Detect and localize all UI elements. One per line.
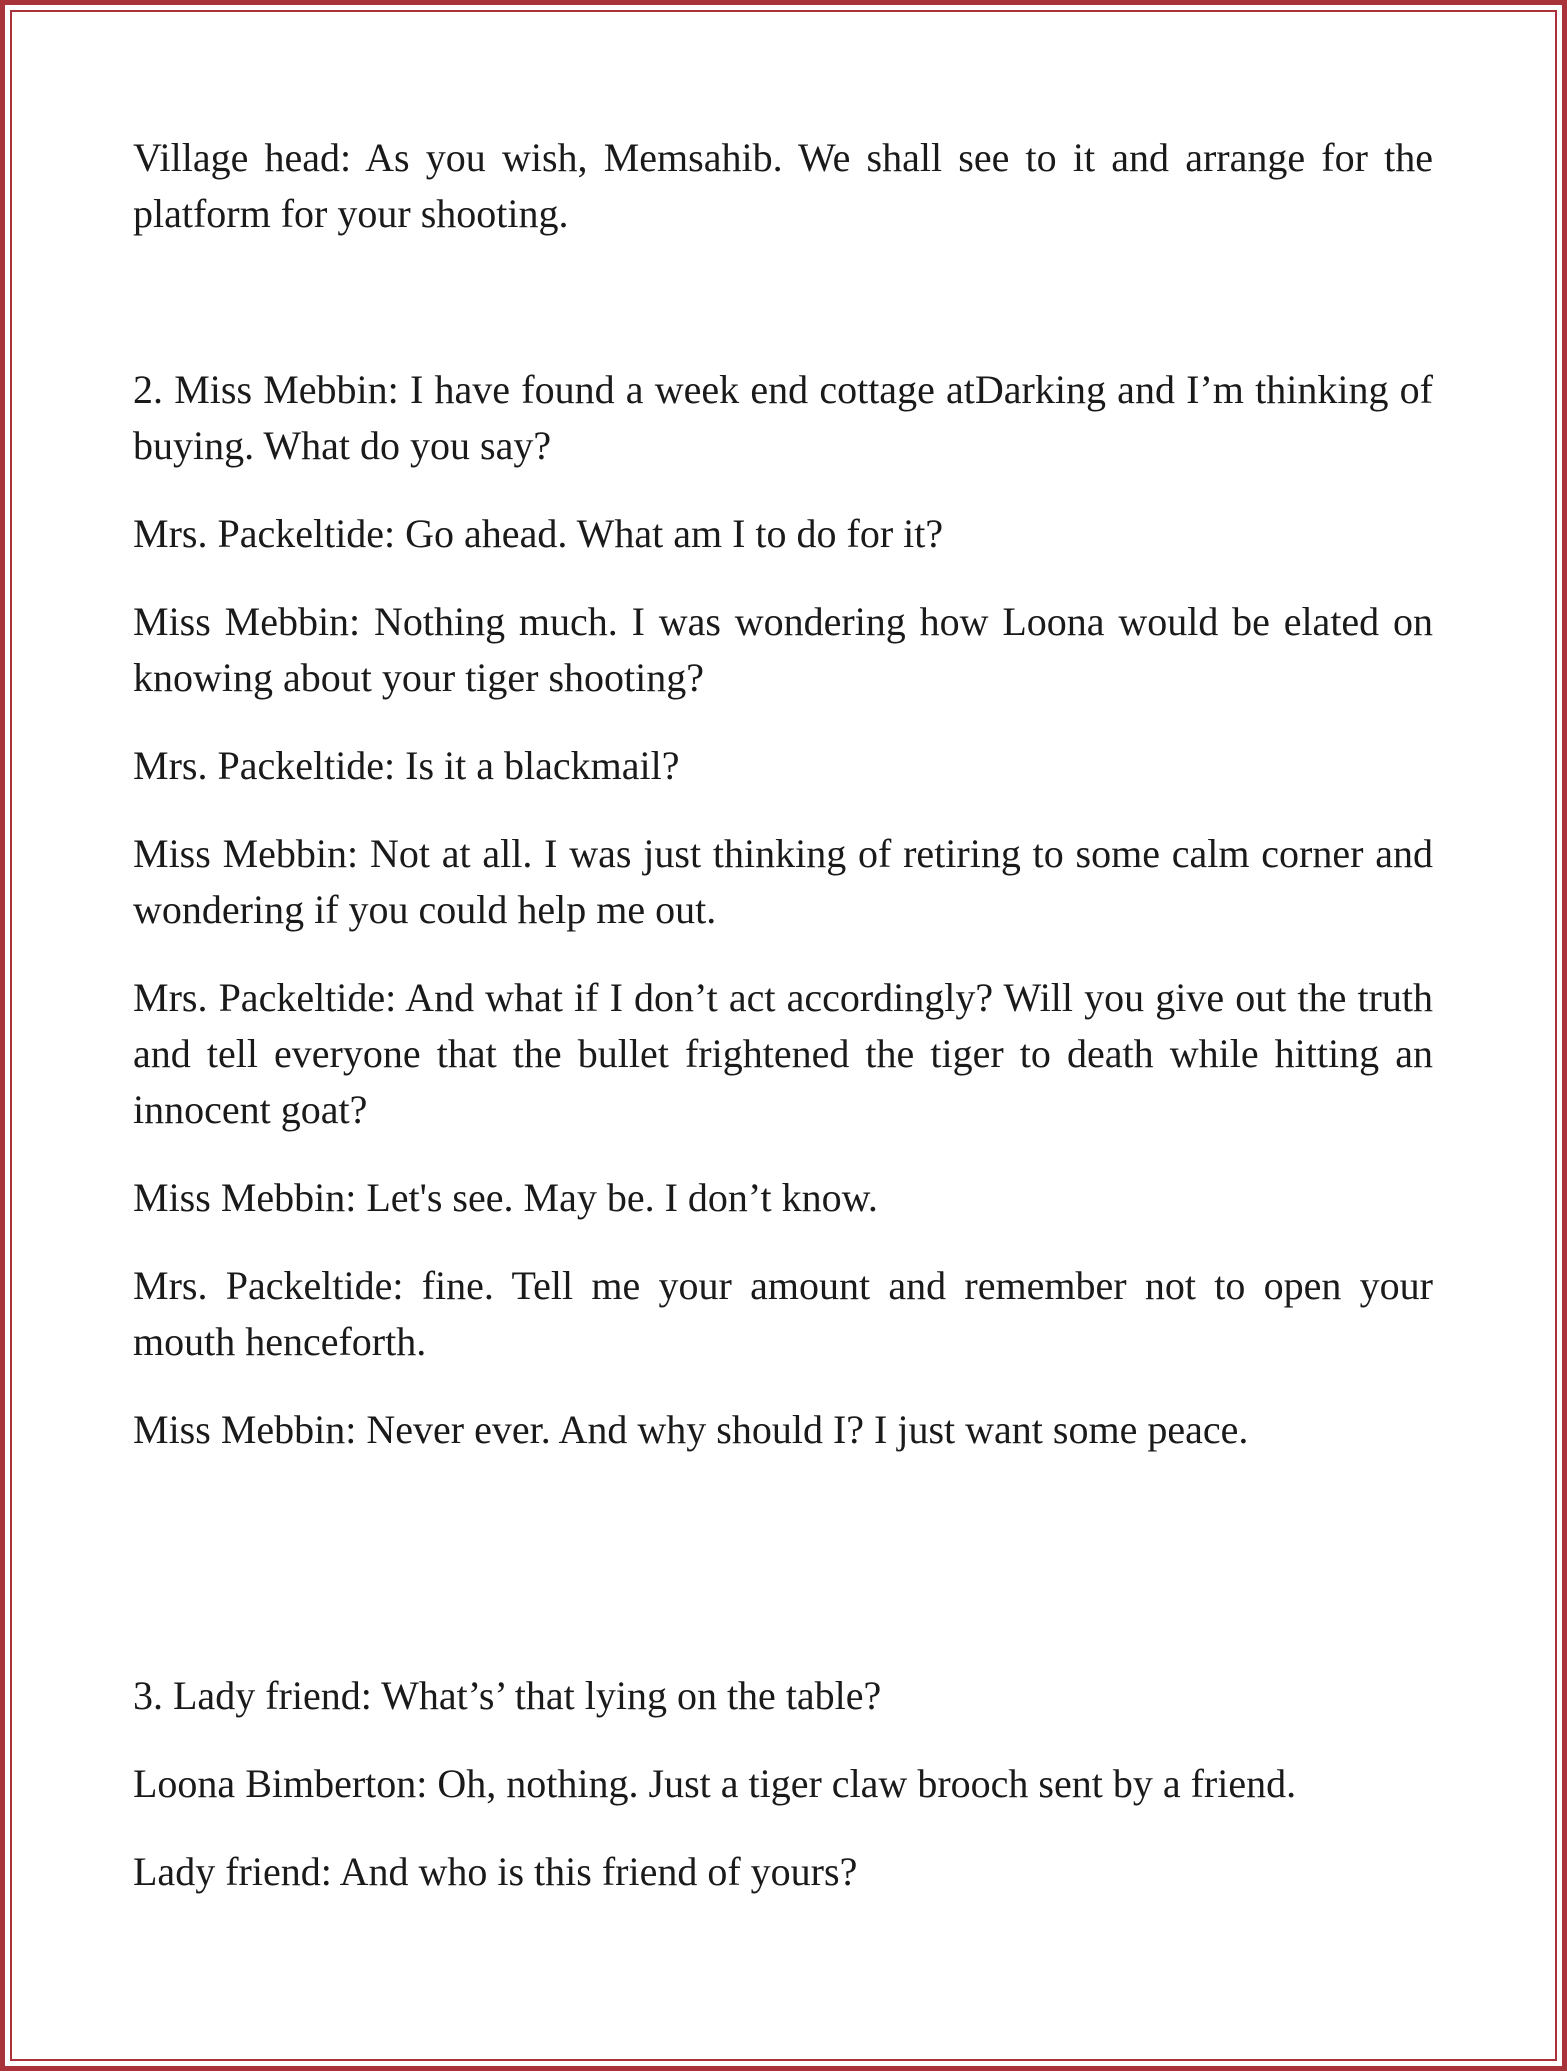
paragraph-mebbin-never-ever: Miss Mebbin: Never ever. And why should I? I just want some peace. (133, 1407, 1249, 1452)
paragraph-lady-friend-who: Lady friend: And who is this friend of yours? (133, 1849, 858, 1894)
document-body (133, 130, 1433, 1900)
paragraph-packeltide-fine: Mrs. Packeltide: fine. Tell me your amount and remember not to open your mouth henceforth. (133, 1263, 1433, 1364)
paragraph-village-head: Village head: As you wish, Memsahib. We shall see to it and arrange for the platform for your shooting. (133, 135, 1433, 236)
paragraph-mebbin-not-at-all: Miss Mebbin: Not at all. I was just thinking of retiring to some calm corner and wondering if you could help me out. (133, 831, 1433, 932)
paragraph-packeltide-go-ahead: Mrs. Packeltide: Go ahead. What am I to do for it? (133, 511, 944, 556)
paragraph-loona-brooch: Loona Bimberton: Oh, nothing. Just a tiger claw brooch sent by a friend. (133, 1761, 1297, 1806)
paragraph-mebbin-lets-see: Miss Mebbin: Let's see. May be. I don’t know. (133, 1175, 878, 1220)
paragraph-packeltide-blackmail: Mrs. Packeltide: Is it a blackmail? (133, 743, 680, 788)
paragraph-dialogue-2-start: 2. Miss Mebbin: I have found a week end cottage atDarking and I’m thinking of buying. What do you say? (133, 367, 1433, 468)
paragraph-mebbin-nothing-much: Miss Mebbin: Nothing much. I was wondering how Loona would be elated on knowing about your tiger shooting? (133, 599, 1433, 700)
paragraph-packeltide-what-if: Mrs. Packeltide: And what if I don’t act accordingly? Will you give out the truth and tell everyone that the bullet frightened the tiger to death while hitting an innocent goat? (133, 975, 1433, 1132)
paragraph-dialogue-3-start: 3. Lady friend: What’s’ that lying on the table? (133, 1673, 882, 1718)
